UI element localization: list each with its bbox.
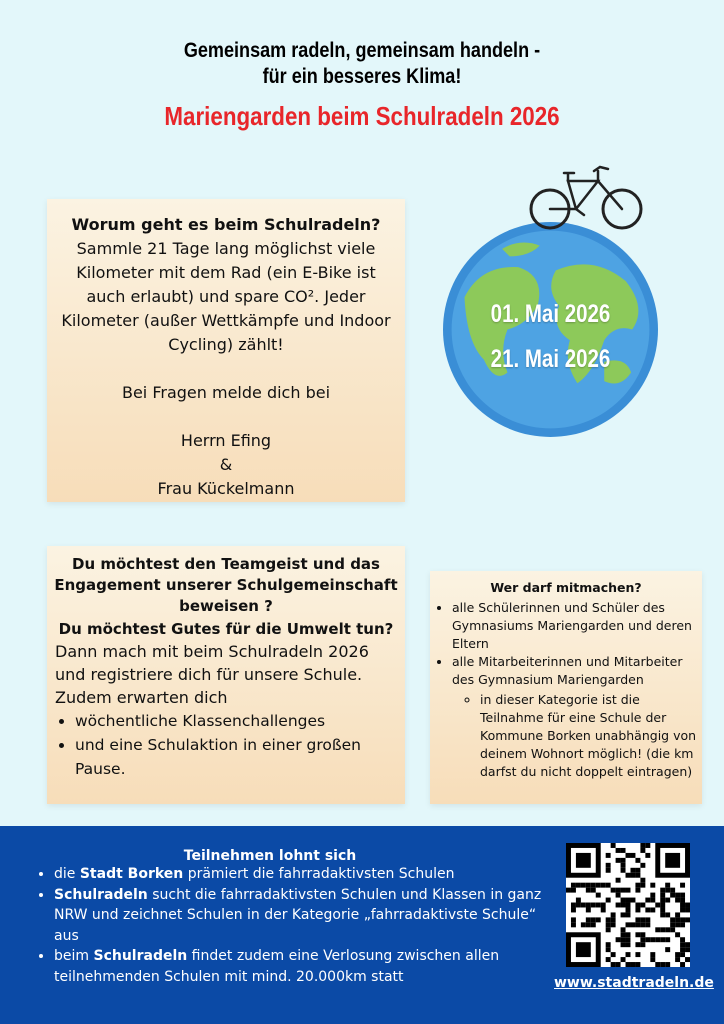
text: prämiert die fahrradaktivsten Schulen xyxy=(183,866,455,882)
contact-intro: Bei Fragen melde dich bei xyxy=(121,383,331,402)
subtitle: Mariengarden beim Schulradeln 2026 xyxy=(164,101,560,131)
footer-list xyxy=(30,864,564,987)
headline-line1: Gemeinsam radeln, gemeinsam handeln - xyxy=(183,39,541,62)
list-item xyxy=(452,653,702,781)
footer xyxy=(0,826,724,1024)
box-join-text: Dann mach mit beim Schulradeln 2026 und registriere dich für unsere Schule. Zudem erwarten dich xyxy=(55,642,369,707)
bicycle-icon xyxy=(528,157,646,237)
box-what-question: Worum geht es beim Schulradeln? xyxy=(71,215,381,234)
participant-list xyxy=(430,599,702,781)
bold-text: Stadt Borken xyxy=(79,866,184,882)
text: die xyxy=(54,866,80,882)
header xyxy=(0,38,724,132)
text: findet zudem eine Verlosung zwischen allen teilnehmenden Schulen mit mind. 20.000km statt xyxy=(54,948,500,985)
headline-line2: für ein besseres Klima! xyxy=(262,65,462,88)
start-date: 01. Mai 2026 xyxy=(490,300,611,328)
box-who-question: Wer darf mitmachen? xyxy=(490,580,642,595)
qr-code[interactable] xyxy=(566,843,690,967)
website-link[interactable]: www.stadtradeln.de xyxy=(554,975,714,991)
text: beim xyxy=(54,948,94,964)
list-item: • alle Schülerinnen und Schüler des Gymnasiums Mariengarden und deren Eltern xyxy=(452,599,702,653)
box-what-line: Kilometer (außer Wettkämpfe und Indoor xyxy=(61,311,391,330)
list-item: • und eine Schulaktion in einer großen Pause. xyxy=(75,733,405,781)
benefit-list xyxy=(47,709,405,781)
contact-name-2: Frau Kückelmann xyxy=(157,479,295,498)
box-join-question-2: Du möchtest Gutes für die Umwelt tun? xyxy=(58,620,394,638)
box-what-line: auch erlaubt) und spare CO². Jeder xyxy=(86,287,366,306)
bold-text: Schulradeln xyxy=(54,886,148,903)
bold-text: Schulradeln xyxy=(93,948,188,964)
list-item xyxy=(54,946,564,987)
footer-question: Teilnehmen lohnt sich xyxy=(183,848,357,864)
box-what-line: Sammle 21 Tage lang möglichst viele xyxy=(76,239,376,258)
box-what-line: Kilometer mit dem Rad (ein E-Bike ist xyxy=(76,263,376,282)
info-box-what xyxy=(47,199,405,502)
contact-ampersand: & xyxy=(219,455,233,474)
globe-icon xyxy=(443,222,658,437)
list-item xyxy=(54,864,564,885)
contact-name-1: Herrn Efing xyxy=(180,431,272,450)
text: sucht die fahrradaktivsten Schulen und Klassen in ganz NRW und zeichnet Schulen in der Kategorie „fahrradaktivste Schule“ aus xyxy=(54,886,542,944)
box-join-question-1: Du möchtest den Teamgeist und das Engagement unserer Schulgemeinschaft beweisen ? xyxy=(54,555,398,615)
list-item: • wöchentliche Klassenchallenges xyxy=(75,709,405,733)
sub-list-item: ◦ in dieser Kategorie ist die Teilnahme für eine Schule der Kommune Borken unabhängig von deinem Wohnort möglich! (die km darfst du nicht doppelt eintragen) xyxy=(480,691,702,781)
info-box-join xyxy=(47,546,405,804)
end-date: 21. Mai 2026 xyxy=(490,345,611,373)
box-what-line: Cycling) zählt! xyxy=(168,335,284,354)
info-box-who xyxy=(430,571,702,804)
list-item xyxy=(54,885,564,947)
list-item-text: alle Mitarbeiterinnen und Mitarbeiter des Gymnasium Mariengarden xyxy=(452,654,683,687)
